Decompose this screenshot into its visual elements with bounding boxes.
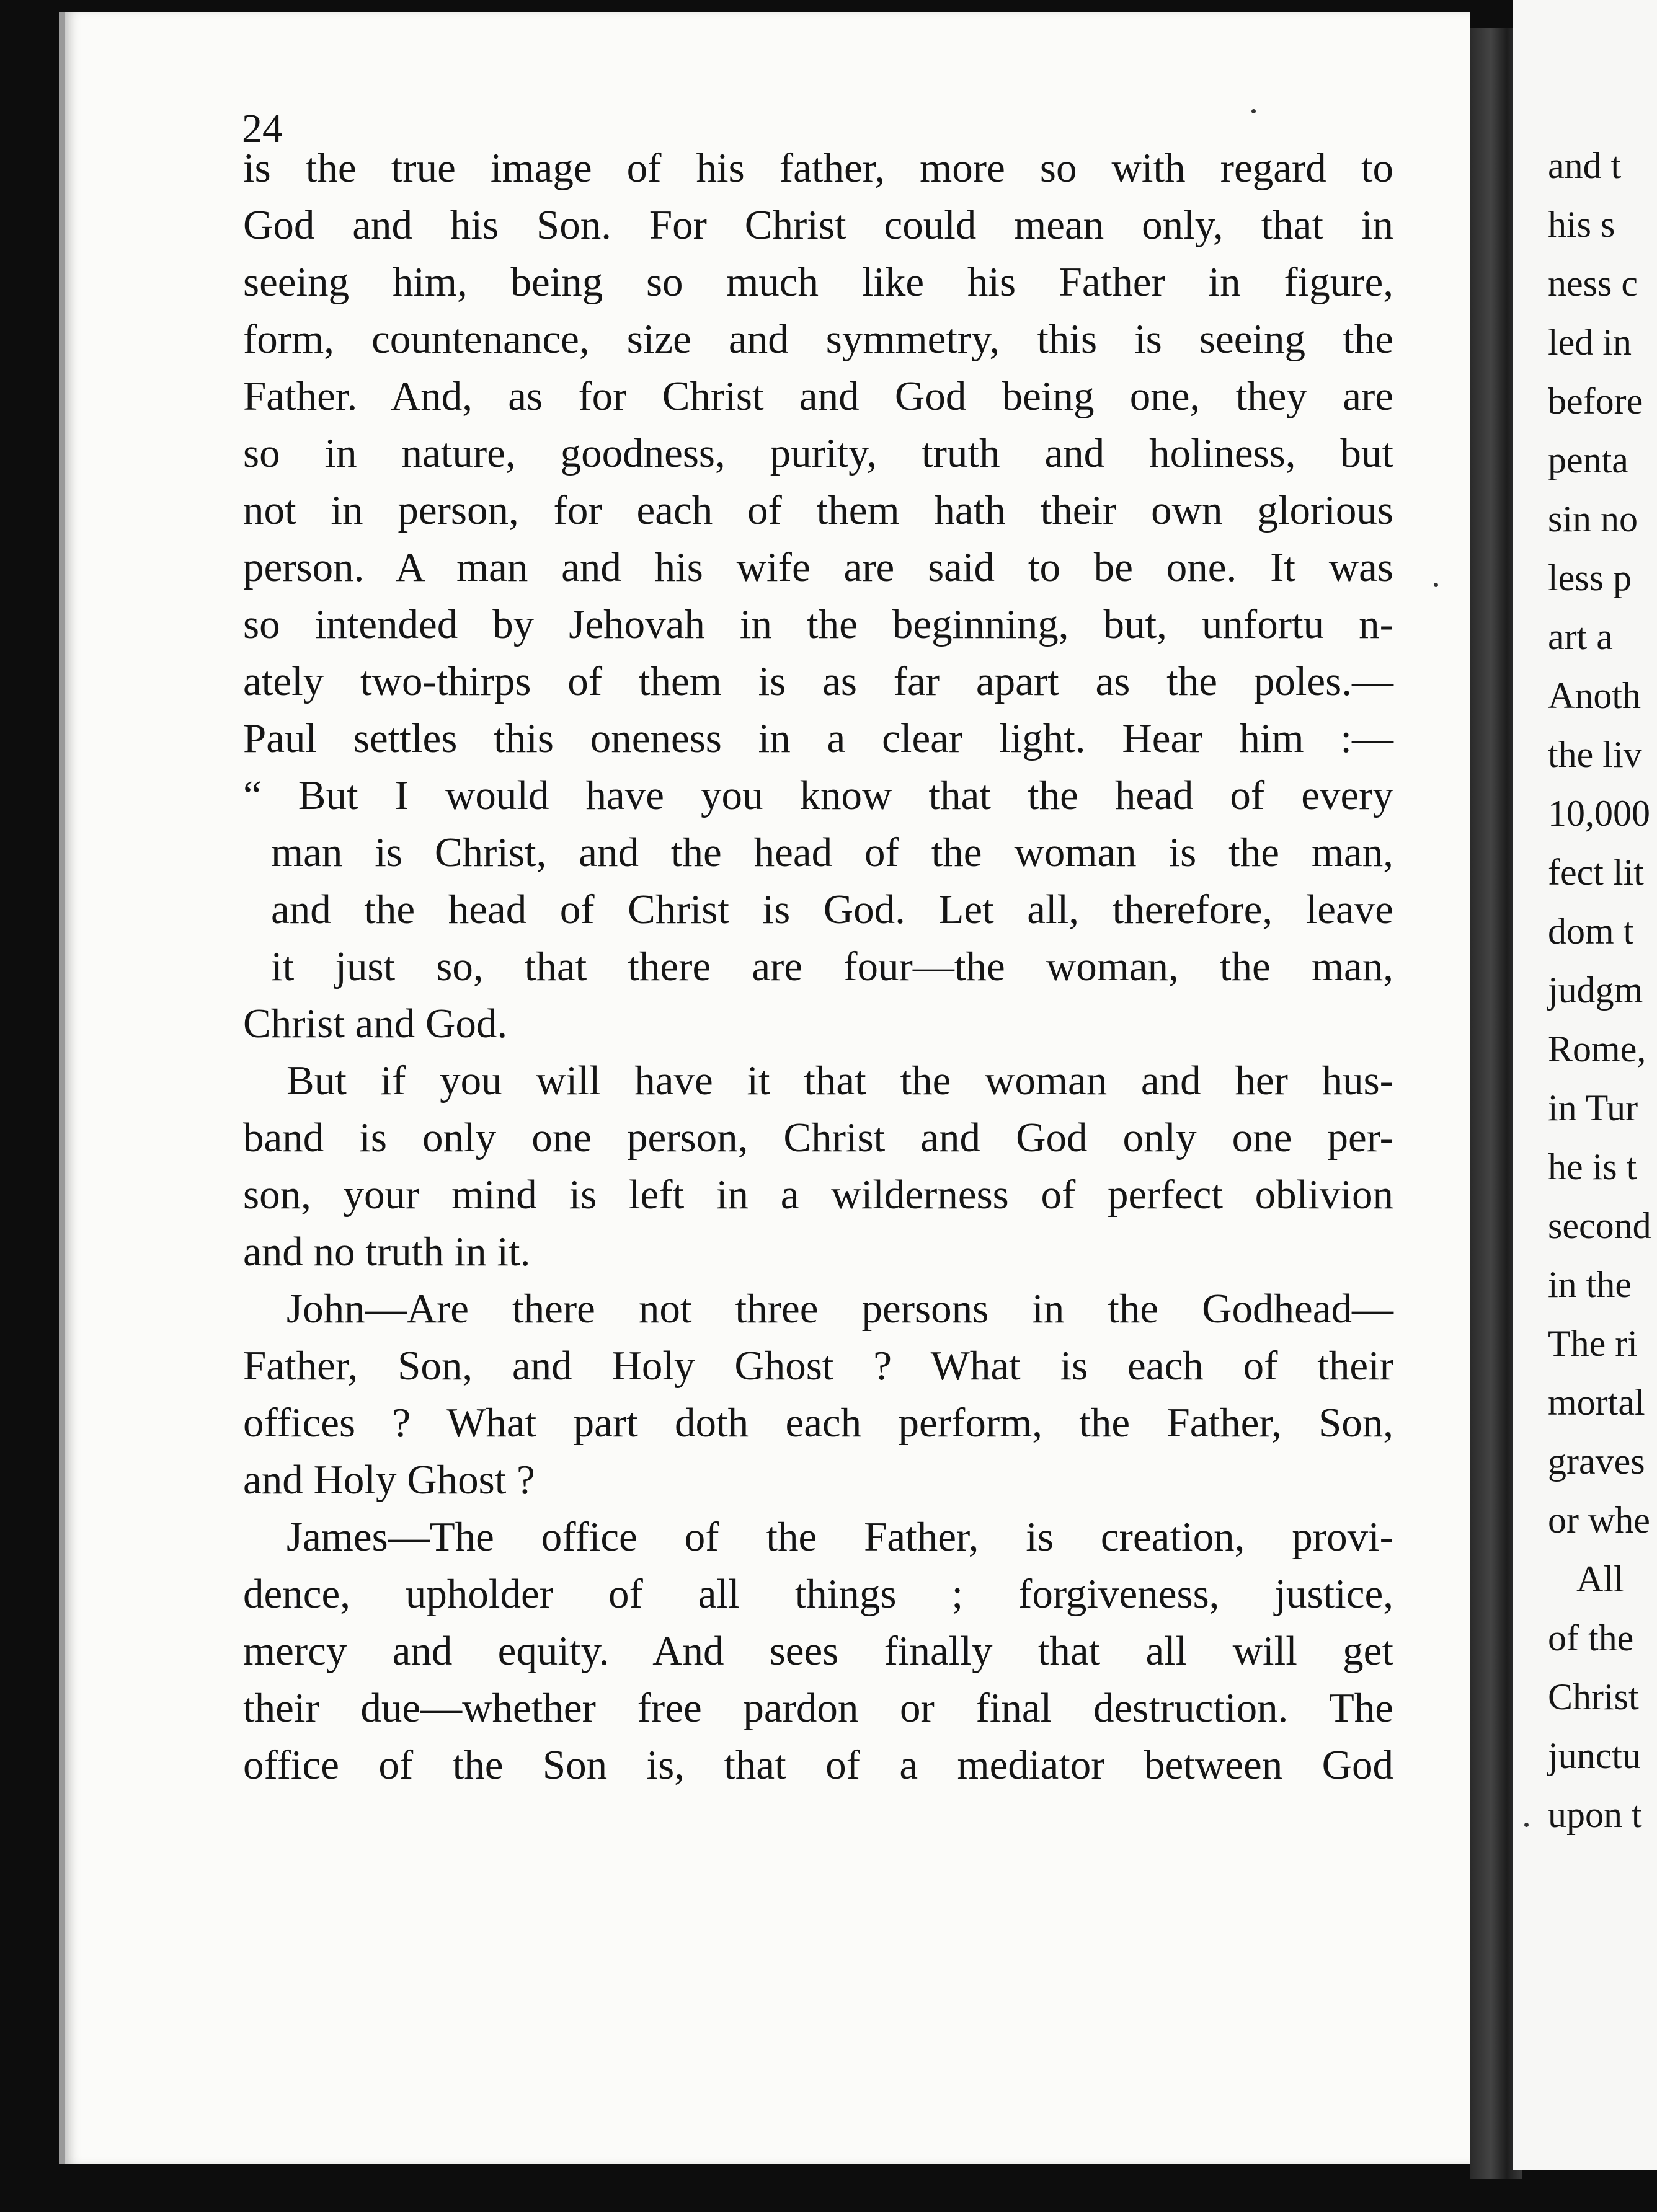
text-line: penta bbox=[1548, 440, 1628, 480]
text-line: person. A man and his wife are said to be one. It was bbox=[243, 544, 1393, 590]
quote-line: “ But I would have you know that the head of every bbox=[243, 772, 1393, 818]
text-line: in Tur bbox=[1548, 1087, 1638, 1128]
text-line: he is t bbox=[1548, 1146, 1637, 1187]
text-line: not in person, for each of them hath their own glorious bbox=[243, 487, 1393, 533]
text-line: led in bbox=[1548, 322, 1632, 363]
text-line: is the true image of his father, more so with regard to bbox=[243, 145, 1393, 191]
dialogue-line: dence, upholder of all things ; forgiveness, justice, bbox=[243, 1571, 1393, 1617]
text-line: in the bbox=[1548, 1264, 1632, 1305]
quote-line: and the head of Christ is God. Let all, therefore, leave bbox=[271, 887, 1393, 932]
text-line: But if you will have it that the woman and her hus- bbox=[287, 1058, 1393, 1104]
text-line: upon t bbox=[1548, 1794, 1642, 1835]
text-line: 10,000 bbox=[1548, 793, 1650, 834]
quote-line: Christ and God. bbox=[243, 1001, 508, 1046]
right-page-text bbox=[1548, 136, 1657, 1844]
text-line: Father. And, as for Christ and God being one, they are bbox=[243, 373, 1393, 419]
page-number: 24 bbox=[242, 106, 283, 151]
text-line: The ri bbox=[1548, 1323, 1638, 1364]
text-line: junctu bbox=[1548, 1735, 1641, 1776]
text-line: so intended by Jehovah in the beginning, but, unfortu n- bbox=[243, 601, 1393, 647]
dialogue-line: mercy and equity. And sees finally that all will get bbox=[243, 1628, 1393, 1674]
text-line: mortal bbox=[1548, 1382, 1645, 1423]
scan-speck bbox=[1434, 583, 1438, 587]
dialogue-line: John—Are there not three persons in the Godhead— bbox=[287, 1286, 1393, 1332]
text-line: second bbox=[1548, 1205, 1651, 1246]
text-line: son, your mind is left in a wilderness of perfect oblivion bbox=[243, 1172, 1393, 1218]
text-line: art a bbox=[1548, 616, 1613, 657]
text-line: dom t bbox=[1548, 911, 1634, 952]
text-line: judgm bbox=[1548, 970, 1643, 1011]
scan-speck bbox=[1251, 109, 1256, 113]
quote-line: it just so, that there are four—the woman, the man, bbox=[271, 944, 1393, 989]
text-line: sin no bbox=[1548, 498, 1638, 539]
text-line: less p bbox=[1548, 557, 1632, 598]
text-line: the liv bbox=[1548, 734, 1642, 775]
text-line: ness c bbox=[1548, 263, 1638, 304]
dialogue-line: office of the Son is, that of a mediator between God bbox=[243, 1742, 1393, 1788]
text-line: All bbox=[1576, 1559, 1624, 1599]
text-line: graves bbox=[1548, 1441, 1645, 1482]
text-line: his s bbox=[1548, 204, 1615, 245]
text-line: band is only one person, Christ and God only one per- bbox=[243, 1115, 1393, 1161]
text-line: or whe bbox=[1548, 1500, 1650, 1541]
text-line: so in nature, goodness, purity, truth and holiness, but bbox=[243, 430, 1393, 476]
dialogue-line: Father, Son, and Holy Ghost ? What is each of their bbox=[243, 1343, 1393, 1389]
text-line: and no truth in it. bbox=[243, 1229, 531, 1275]
dialogue-line: offices ? What part doth each perform, the Father, Son, bbox=[243, 1400, 1393, 1446]
text-line: God and his Son. For Christ could mean only, that in bbox=[243, 202, 1393, 248]
text-line: of the bbox=[1548, 1617, 1634, 1658]
text-line: ately two-thirps of them is as far apart as the poles.— bbox=[243, 658, 1393, 704]
dialogue-line: their due—whether free pardon or final destruction. The bbox=[243, 1685, 1393, 1731]
dialogue-line: James—The office of the Father, is creation, provi- bbox=[287, 1514, 1393, 1560]
text-line: Anoth bbox=[1548, 675, 1641, 716]
text-line: and t bbox=[1548, 145, 1622, 186]
right-page bbox=[1513, 0, 1657, 2170]
text-line: before bbox=[1548, 381, 1643, 422]
text-line: Christ bbox=[1548, 1676, 1639, 1717]
quote-line: man is Christ, and the head of the woman is the man, bbox=[271, 830, 1393, 875]
text-line: fect lit bbox=[1548, 852, 1644, 893]
text-line: Paul settles this oneness in a clear light. Hear him :— bbox=[243, 715, 1393, 761]
left-page-text bbox=[243, 139, 1393, 1794]
dialogue-line: and Holy Ghost ? bbox=[243, 1457, 535, 1503]
text-line: seeing him, being so much like his Father in figure, bbox=[243, 259, 1393, 305]
text-line: form, countenance, size and symmetry, this is seeing the bbox=[243, 316, 1393, 362]
scan-speck bbox=[1524, 1823, 1529, 1827]
text-line: Rome, bbox=[1548, 1029, 1646, 1069]
